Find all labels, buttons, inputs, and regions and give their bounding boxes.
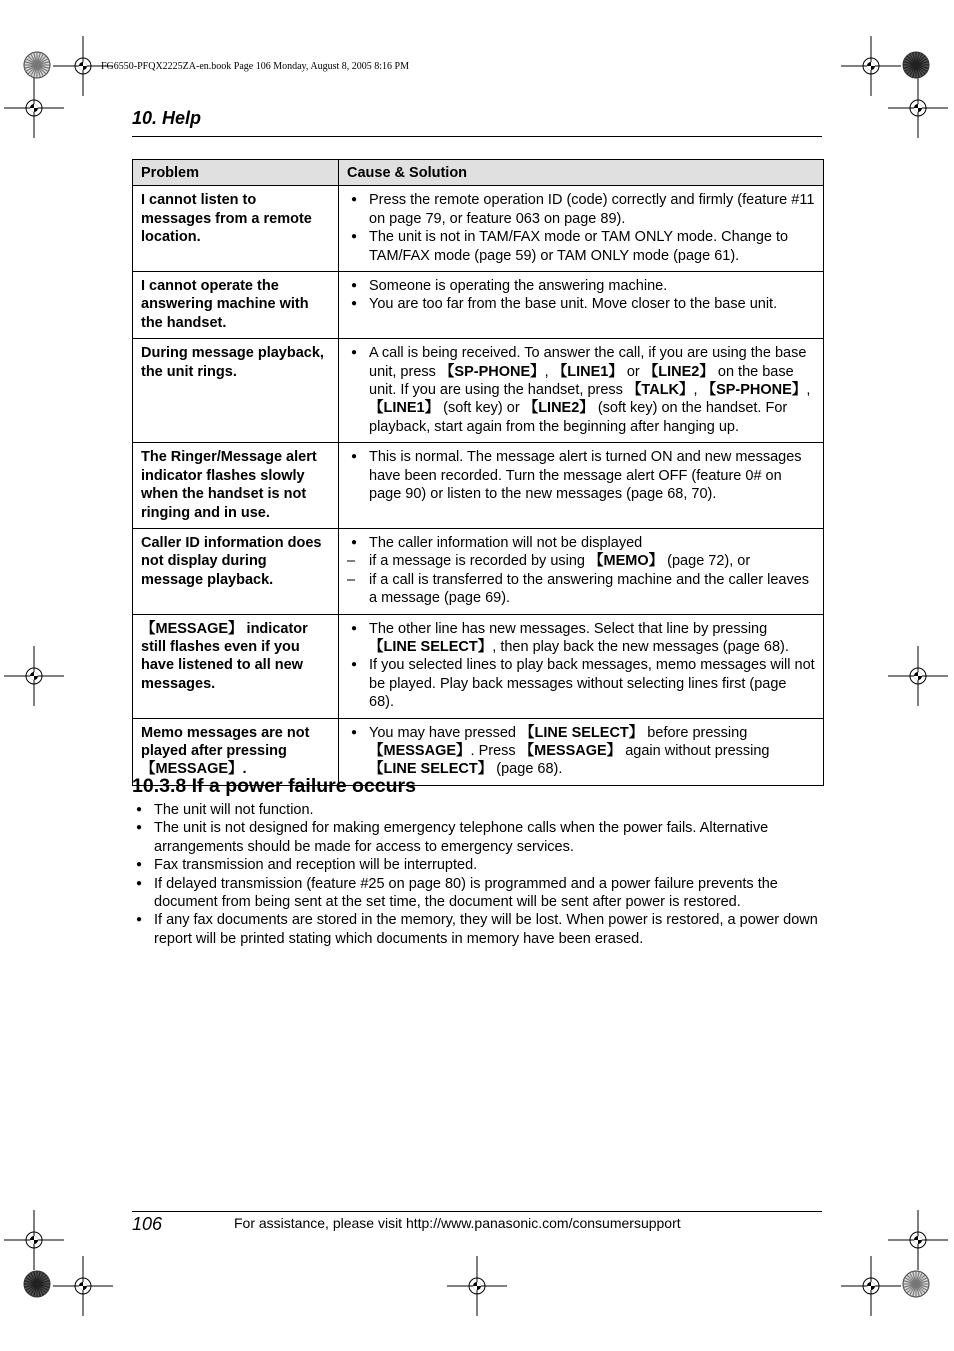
text: ,	[806, 382, 811, 399]
key-line2: 【LINE2】	[643, 363, 714, 380]
table-row	[133, 528, 824, 614]
problem-cell: Caller ID information does not display during message playback.	[133, 528, 339, 614]
problem-cell: During message playback, the unit rings.	[133, 339, 339, 443]
table-row	[133, 443, 824, 529]
registration-crosshair-icon	[447, 1256, 507, 1316]
list-item: ● If any fax documents are stored in the memory, they will be lost. When power is restored, a power down report will be printed stating which documents in memory have been erased.	[133, 911, 823, 948]
key-line1: 【LINE1】	[552, 363, 623, 380]
problem-cell: The Ringer/Message alert indicator flashes slowly when the handset is not ringing and in use.	[133, 443, 339, 529]
radial-color-target-icon	[902, 1270, 930, 1298]
solution-cell	[339, 443, 824, 529]
list-item: ● Fax transmission and reception will be interrupted.	[133, 856, 823, 874]
troubleshooting-table	[132, 159, 824, 786]
solution-item	[347, 724, 815, 779]
solution-item: ● Someone is operating the answering machine.	[347, 277, 815, 295]
text: The caller information will not be displayed	[369, 534, 643, 551]
text: ,	[693, 382, 702, 399]
radial-color-target-icon	[23, 51, 51, 79]
text: before pressing	[643, 724, 748, 741]
list-item: ● If delayed transmission (feature #25 on page 80) is programmed and a power failure prevents the document from being sent at the set time, the document will be sent after power is restored.	[133, 875, 823, 912]
radial-color-target-icon	[23, 1270, 51, 1298]
text: .	[242, 761, 247, 778]
text: on the base unit. If you are using the handset, press	[369, 363, 794, 399]
solution-item: ● The unit is not in TAM/FAX mode or TAM ONLY mode. Change to TAM/FAX mode (page 59) or TAM ONLY mode (page 61).	[347, 228, 815, 265]
page-number: 106	[132, 1214, 163, 1234]
sub-item	[347, 552, 815, 570]
text: indicator still flashes even if you have listened to all new messages.	[141, 620, 308, 692]
table-row	[133, 614, 824, 718]
text: The other line has new messages. Select that line by pressing	[369, 620, 768, 637]
key-line-select: 【LINE SELECT】	[520, 724, 644, 741]
text: (soft key) on the handset. For playback, start again from the beginning after hanging up.	[369, 400, 788, 435]
list-item: ● The unit will not function.	[133, 801, 823, 819]
key-memo: 【MEMO】	[589, 553, 664, 570]
solution-item	[347, 534, 815, 608]
footer-rule	[132, 1211, 822, 1212]
key-sp-phone: 【SP-PHONE】	[701, 382, 807, 399]
table-row	[133, 272, 824, 339]
text: You may have pressed	[369, 724, 521, 741]
text: (page 72), or	[663, 553, 751, 570]
text: ,	[544, 363, 553, 380]
solution-cell	[339, 272, 824, 339]
registration-crosshair-icon	[53, 1256, 113, 1316]
key-message: 【MESSAGE】	[141, 761, 243, 778]
text: A call is being received. To answer the call, if you are using the base unit, press	[369, 345, 807, 380]
key-sp-phone: 【SP-PHONE】	[439, 363, 545, 380]
solution-item: ● You are too far from the base unit. Move closer to the base unit.	[347, 295, 815, 313]
registration-crosshair-icon	[4, 646, 64, 706]
header-rule	[132, 136, 822, 137]
sub-item: – if a call is transferred to the answering machine and the caller leaves a message (page 69).	[347, 571, 815, 608]
key-line-select: 【LINE SELECT】	[369, 638, 493, 655]
list-item: ● The unit is not designed for making emergency telephone calls when the power fails. Alternative arrangements should be made for access to emergency services.	[133, 819, 823, 856]
solution-cell	[339, 528, 824, 614]
key-message: 【MESSAGE】	[519, 742, 622, 759]
table-row	[133, 339, 824, 443]
key-talk: 【TALK】	[626, 382, 694, 399]
solution-cell	[339, 339, 824, 443]
section-title: 10. Help	[132, 108, 202, 128]
text: (page 68).	[492, 761, 563, 778]
key-line2: 【LINE2】	[523, 400, 594, 417]
text: or	[622, 363, 644, 380]
table-header-row	[133, 160, 824, 186]
key-line-select: 【LINE SELECT】	[369, 761, 493, 778]
text: . Press	[470, 742, 520, 759]
text: , then play back the new messages (page 68).	[492, 638, 789, 655]
text: Memo messages are not played after pressing	[141, 724, 310, 759]
power-failure-heading: 10.3.8 If a power failure occurs	[132, 775, 416, 797]
print-info: FG6550-PFQX2225ZA-en.book Page 106 Monday, August 8, 2005 8:16 PM	[101, 61, 409, 72]
table-row	[133, 186, 824, 272]
text: if a message is recorded by using	[369, 553, 590, 570]
solution-item	[347, 620, 815, 657]
registration-crosshair-icon	[888, 646, 948, 706]
problem-cell: I cannot listen to messages from a remote location.	[133, 186, 339, 272]
solution-item: ● Press the remote operation ID (code) correctly and firmly (feature #11 on page 79, or feature 063 on page 89).	[347, 191, 815, 228]
solution-item: ● This is normal. The message alert is turned ON and new messages have been recorded. Turn the message alert OFF (feature 0# on page 90) or listen to the new messages (page 68, 70).	[347, 448, 815, 503]
problem-cell: I cannot operate the answering machine with the handset.	[133, 272, 339, 339]
registration-crosshair-icon	[841, 1256, 901, 1316]
registration-crosshair-icon	[4, 78, 64, 138]
radial-color-target-icon	[902, 51, 930, 79]
assistance-text: For assistance, please visit http://www.panasonic.com/consumersupport	[234, 1215, 681, 1231]
power-failure-list	[133, 801, 823, 948]
solution-cell	[339, 614, 824, 718]
key-message: 【MESSAGE】	[141, 620, 243, 637]
key-line1: 【LINE1】	[369, 400, 440, 417]
key-message: 【MESSAGE】	[369, 742, 471, 759]
column-header-problem: Problem	[133, 160, 339, 186]
registration-crosshair-icon	[888, 78, 948, 138]
column-header-cause: Cause & Solution	[339, 160, 824, 186]
solution-cell	[339, 186, 824, 272]
solution-item	[347, 344, 815, 436]
solution-item: ● If you selected lines to play back messages, memo messages will not be played. Play back messages without selecting lines first (page 68).	[347, 656, 815, 711]
problem-cell	[133, 614, 339, 718]
text: (soft key) or	[439, 400, 524, 417]
text: again without pressing	[621, 742, 770, 759]
